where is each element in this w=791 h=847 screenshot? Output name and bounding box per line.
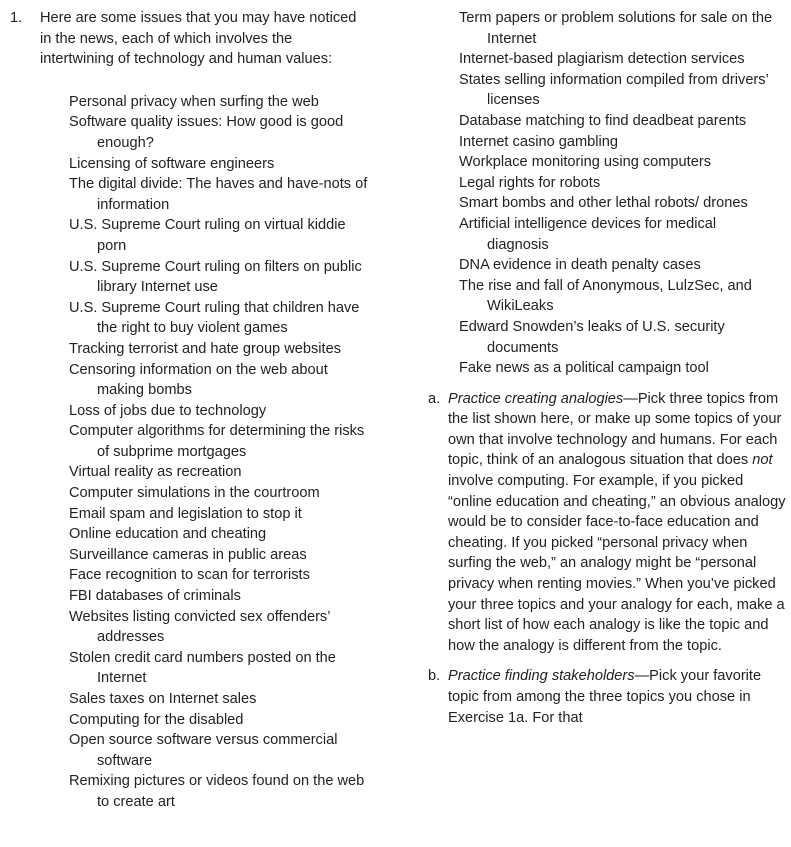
topic-item: Websites listing convicted sex offenders’ addresses: [69, 608, 330, 646]
topic-list-right: [459, 8, 781, 379]
part-a-body-1: —Pick three topics from the list shown here, or make up some topics of your own that involve technology and humans. For each topic, think of an analogous situation that does: [448, 390, 782, 469]
topic-item: U.S. Supreme Court ruling on filters on public library Internet use: [69, 258, 362, 296]
exercise-part-a: [422, 389, 786, 657]
topic-item: Stolen credit card numbers posted on the Internet: [69, 649, 336, 687]
topic-item: Tracking terrorist and hate group websites: [69, 340, 342, 357]
topic-item: Open source software versus commercial software: [69, 732, 338, 769]
topic-item: Internet-based plagiarism detection services: [459, 51, 745, 68]
topic-item: Legal rights for robots: [459, 174, 601, 191]
part-b-label: b.: [428, 668, 441, 685]
topic-item: Surveillance cameras in public areas: [69, 546, 307, 563]
topic-item: U.S. Supreme Court ruling on virtual kiddie porn: [69, 217, 346, 254]
part-a-label: a.: [428, 390, 441, 407]
topic-item: Virtual reality as recreation: [69, 464, 242, 481]
topic-item: DNA evidence in death penalty cases: [459, 257, 701, 274]
part-b-body: —Pick your favorite topic from among the three topics you chose in Exercise 1a. For that: [448, 668, 762, 726]
topic-item: U.S. Supreme Court ruling that children have the right to buy violent games: [69, 299, 360, 337]
left-column: [0, 8, 380, 813]
topic-item: Online education and cheating: [69, 526, 267, 543]
topic-item: Artificial intelligence devices for medical diagnosis: [459, 215, 717, 253]
question-intro: Here are some issues that you may have noticed in the news, each of which involves the intertwining of technology and human values:: [40, 10, 357, 68]
topic-item: Computer algorithms for determining the risks of subprime mortgages: [69, 423, 365, 460]
topic-item: FBI databases of criminals: [69, 588, 241, 605]
topic-item: Edward Snowden’s leaks of U.S. security documents: [459, 318, 725, 356]
topic-item: Computer simulations in the courtroom: [69, 485, 320, 502]
topic-item: Sales taxes on Internet sales: [69, 691, 257, 707]
right-column: [422, 8, 786, 728]
question-number: 1.: [10, 10, 23, 26]
topic-item: Fake news as a political campaign tool: [459, 360, 709, 377]
part-b-title: Practice finding stakeholders: [448, 668, 635, 685]
topic-item: Database matching to find deadbeat parents: [459, 112, 747, 129]
topic-item: Internet casino gambling: [459, 133, 619, 150]
topic-item: Email spam and legislation to stop it: [69, 505, 302, 522]
part-a-title: Practice creating analogies: [448, 390, 624, 407]
exercise-part-b: [422, 666, 786, 728]
topic-list-left: [69, 92, 374, 813]
topic-item: Remixing pictures or videos found on the web to create art: [69, 773, 365, 810]
part-b-text: [448, 666, 786, 728]
topic-item: Computing for the disabled: [69, 711, 244, 728]
topic-item: The digital divide: The haves and have-nots of information: [69, 176, 368, 213]
topic-item: Smart bombs and other lethal robots/ drones: [459, 195, 748, 212]
part-a-emphasis: not: [752, 452, 773, 469]
part-a-body-2: involve computing. For example, if you picked “online education and cheating,” an obvious analogy would be to consider face-to-face education and cheating. If you picked “personal privacy when surfing the web,” an analogy might be “personal privacy when renting movies.” When you’ve picked your three topics and your analogy for each, make a short list of how each analogy is like the topic and how the analogy is different from the topic.: [448, 473, 786, 654]
topic-item: Loss of jobs due to technology: [69, 402, 267, 419]
topic-item: Software quality issues: How good is good enough?: [69, 114, 344, 151]
topic-item: Personal privacy when surfing the web: [69, 93, 319, 110]
topic-item: The rise and fall of Anonymous, LulzSec, and WikiLeaks: [459, 277, 752, 315]
topic-item: States selling information compiled from drivers’ licenses: [459, 71, 769, 109]
topic-item: Workplace monitoring using computers: [459, 154, 711, 171]
part-a-text: [448, 389, 786, 657]
topic-item: Face recognition to scan for terrorists: [69, 567, 310, 584]
topic-item: Term papers or problem solutions for sale on the Internet: [459, 10, 773, 47]
topic-item: Censoring information on the web about making bombs: [69, 361, 328, 399]
topic-item: Licensing of software engineers: [69, 155, 275, 172]
